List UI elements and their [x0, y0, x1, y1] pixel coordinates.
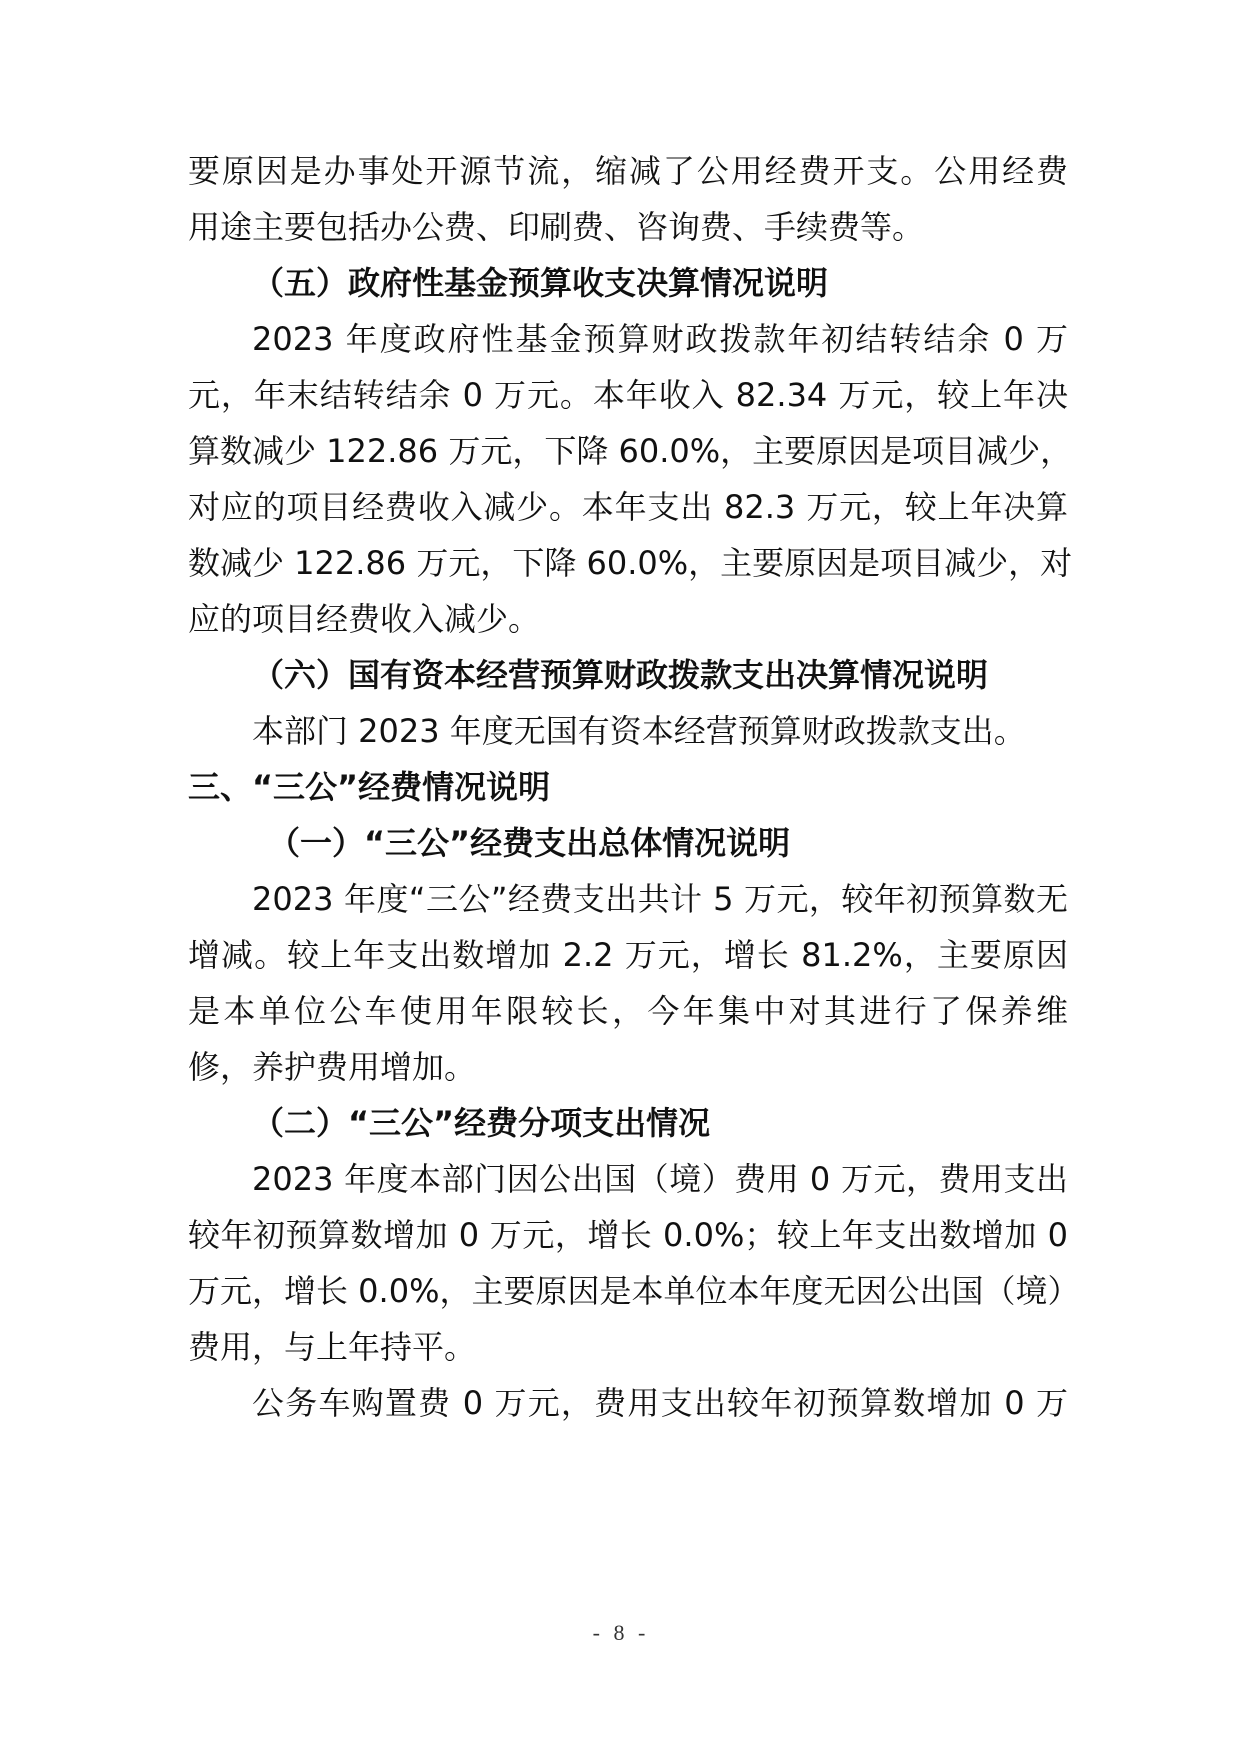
paragraph-line: 公务车购置费 0 万元，费用支出较年初预算数增加 0 万 — [252, 1384, 1068, 1422]
section-heading: （五）政府性基金预算收支决算情况说明 — [252, 264, 829, 302]
paragraph-line: 修，养护费用增加。 — [188, 1048, 477, 1086]
paragraph-line: 万元，增长 0.0%，主要原因是本单位本年度无因公出国（境） — [188, 1272, 1080, 1310]
paragraph-line: 是本单位公车使用年限较长，今年集中对其进行了保养维 — [188, 992, 1068, 1030]
section-heading: （六）国有资本经营预算财政拨款支出决算情况说明 — [252, 656, 989, 694]
paragraph-line: 增减。较上年支出数增加 2.2 万元，增长 81.2%，主要原因 — [188, 936, 1068, 974]
paragraph-line: 要原因是办事处开源节流，缩减了公用经费开支。公用经费 — [188, 152, 1068, 190]
paragraph-line: 费用，与上年持平。 — [188, 1328, 477, 1366]
page-number: - 8 - — [592, 1620, 650, 1645]
chapter-heading: 三、“三公”经费情况说明 — [188, 768, 551, 806]
paragraph-line: 较年初预算数增加 0 万元，增长 0.0%；较上年支出数增加 0 — [188, 1216, 1068, 1254]
section-heading: （一）“三公”经费支出总体情况说明 — [268, 824, 791, 862]
section-heading: （二）“三公”经费分项支出情况 — [252, 1104, 711, 1142]
paragraph-line: 2023 年度本部门因公出国（境）费用 0 万元，费用支出 — [252, 1160, 1068, 1198]
paragraph-line: 2023 年度“三公”经费支出共计 5 万元，较年初预算数无 — [252, 880, 1068, 918]
paragraph-line: 应的项目经费收入减少。 — [188, 600, 541, 638]
paragraph-line: 数减少 122.86 万元，下降 60.0%，主要原因是项目减少，对 — [188, 544, 1073, 582]
paragraph-line: 算数减少 122.86 万元，下降 60.0%，主要原因是项目减少， — [188, 432, 1073, 470]
paragraph-line: 2023 年度政府性基金预算财政拨款年初结转结余 0 万 — [252, 320, 1068, 358]
paragraph-line: 元，年末结转结余 0 万元。本年收入 82.34 万元，较上年决 — [188, 376, 1068, 414]
paragraph-line: 用途主要包括办公费、印刷费、咨询费、手续费等。 — [188, 208, 925, 246]
paragraph-line: 对应的项目经费收入减少。本年支出 82.3 万元，较上年决算 — [188, 488, 1068, 526]
paragraph-line: 本部门 2023 年度无国有资本经营预算财政拨款支出。 — [252, 712, 1026, 750]
